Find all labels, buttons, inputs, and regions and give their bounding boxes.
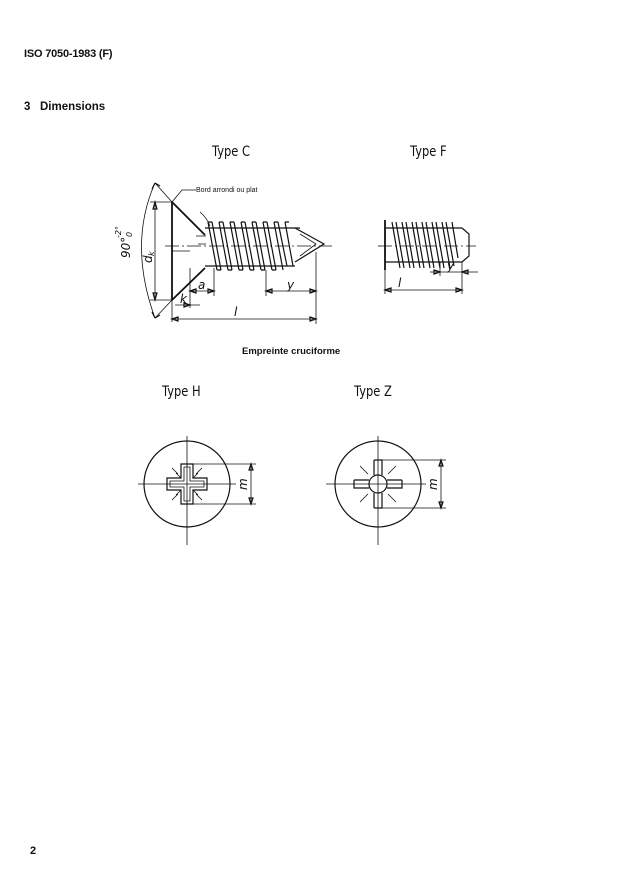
type-c-dk-sub: k <box>147 251 156 256</box>
type-f-y: y <box>447 259 455 273</box>
document-header: ISO 7050-1983 (F) <box>24 48 113 60</box>
section-number: 3 <box>24 101 31 113</box>
type-f-label: Type F <box>410 144 447 160</box>
type-c-k: k <box>180 292 187 306</box>
type-f-l: l <box>398 276 402 290</box>
type-c-angle: 90° <box>119 236 133 258</box>
page-number: 2 <box>30 845 37 857</box>
type-h-m: m <box>236 478 250 490</box>
type-z-recess-drawing <box>326 436 446 545</box>
type-h-label: Type H <box>162 384 201 400</box>
type-h-recess-drawing <box>138 436 256 545</box>
type-c-screw-drawing <box>114 183 332 324</box>
type-c-angle-tol: -2° <box>114 226 123 238</box>
type-c-a: a <box>198 278 206 292</box>
type-c-angle-tol2: 0 <box>125 231 134 237</box>
type-c-dk: d <box>141 255 155 263</box>
type-c-y: y <box>287 278 295 292</box>
type-z-m: m <box>426 478 440 490</box>
recess-title: Empreinte cruciforme <box>242 346 341 357</box>
type-c-note: Bord arrondi ou plat <box>196 187 258 194</box>
type-c-l: l <box>234 305 238 319</box>
type-c-label: Type C <box>212 144 251 160</box>
type-f-screw-drawing <box>378 220 478 294</box>
section-title: Dimensions <box>40 101 106 113</box>
type-z-label: Type Z <box>354 384 392 400</box>
